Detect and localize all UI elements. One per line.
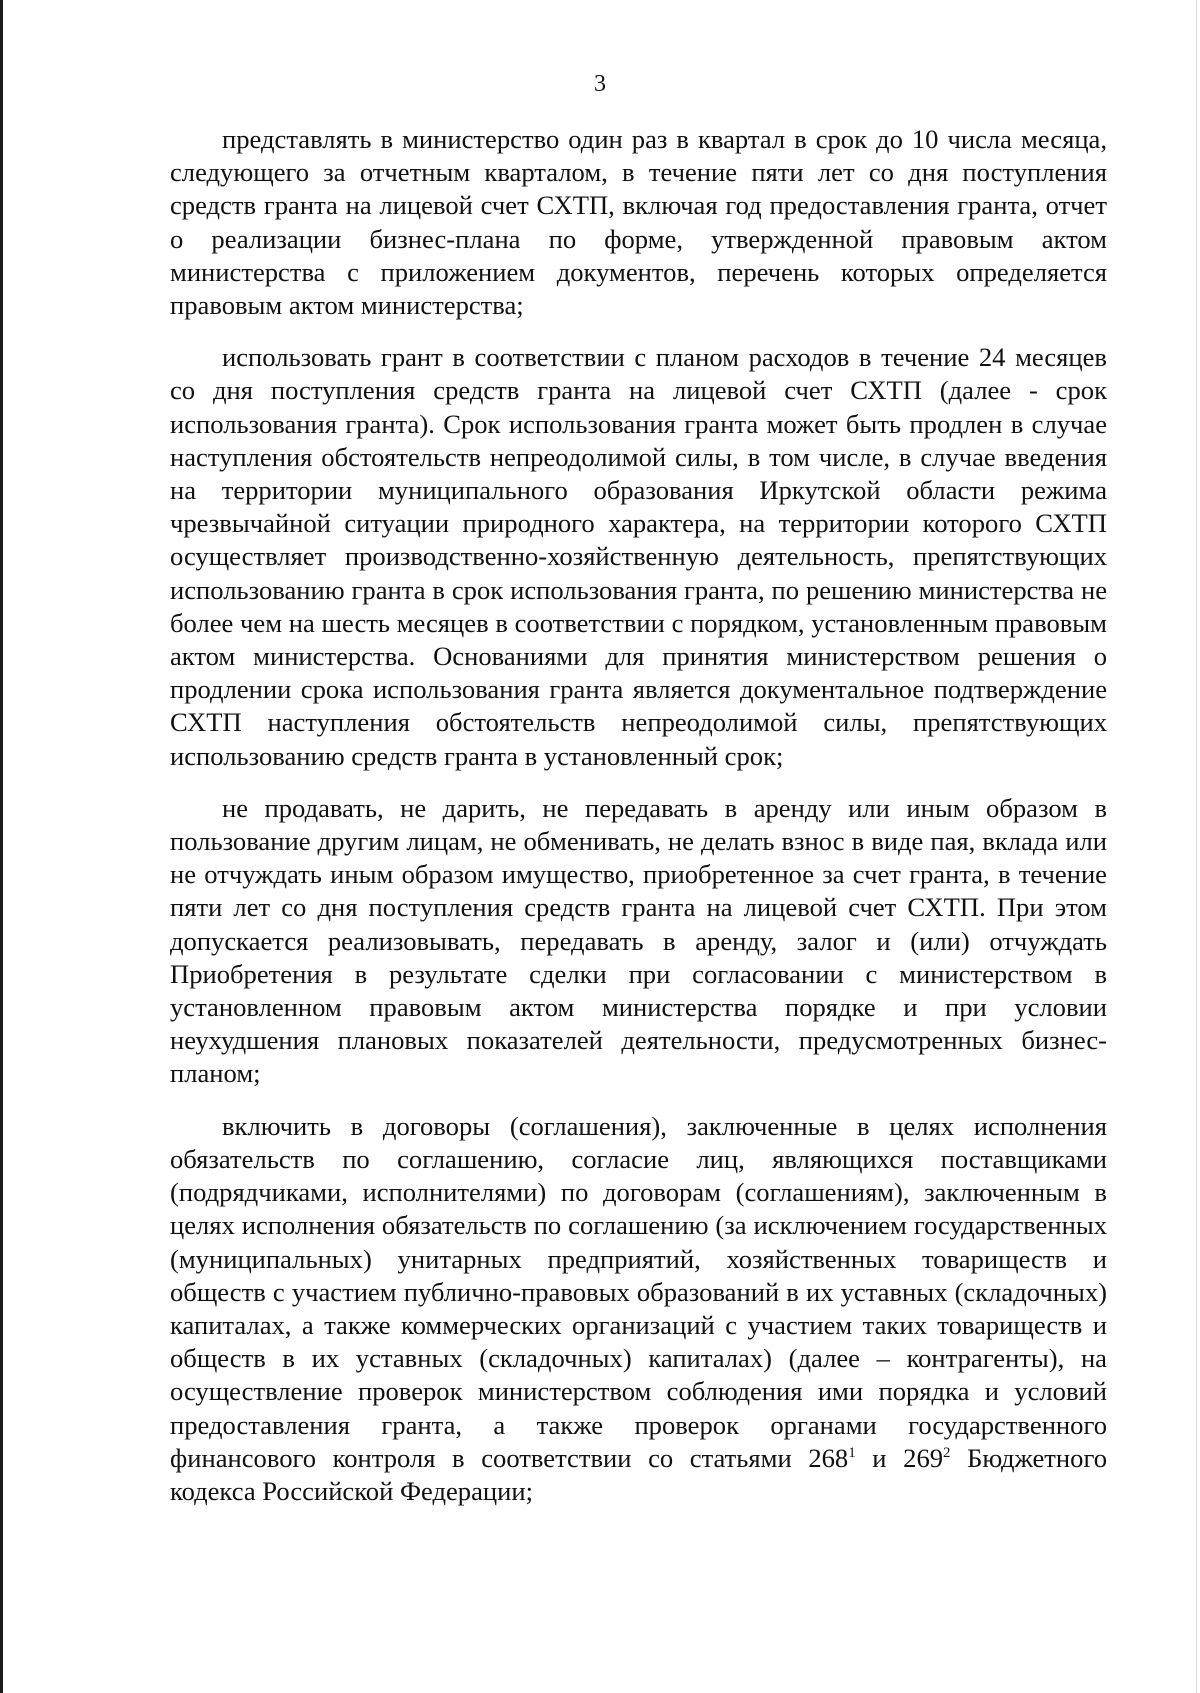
paragraph-text-after: Бюджетного кодекса Российской Федерации;	[170, 1442, 1107, 1506]
article-superscript-1: 1	[848, 1444, 856, 1461]
document-body	[170, 123, 1107, 1527]
article-superscript-2: 2	[943, 1444, 951, 1461]
article-reference-268: 268	[808, 1442, 849, 1473]
paragraph-report-obligation: представлять в министерство один раз в квартал в срок до 10 числа месяца, следующего за отчетным кварталом, в течение пяти лет со дня поступления средств гранта на лицевой счет СХТП, включая год предоставления гранта, отчет о реализации бизнес-плана по форме, утвержденной правовым актом министерства с приложением документов, перечень которых определяется правовым актом министерства;	[170, 124, 1107, 321]
paragraph-text-before: включить в договоры (соглашения), заключенные в целях исполнения обязательств по соглашению, согласие лиц, являющихся поставщиками (подрядчиками, исполнителями) по договорам (соглашениям), заключенным в целях исполнения обязательств по соглашению (за исключением государственных (муниципальных) унитарных предприятий, хозяйственных товариществ и обществ с участием публично-правовых образований в их уставных (складочных) капиталах, а также коммерческих организаций с участием таких товариществ и обществ в их уставных (складочных) капиталах) (далее – контрагенты), на осуществление проверок министерством соблюдения ими порядка и условий предоставления гранта, а также проверок органами государственного финансового контроля в соответствии со статьями	[170, 1110, 1107, 1473]
scan-right-edge	[1196, 0, 1197, 1693]
article-reference-269: 269	[903, 1442, 944, 1473]
conjunction: и	[855, 1442, 904, 1473]
page-number: 3	[594, 71, 606, 97]
scan-left-edge	[0, 0, 3, 1693]
paragraph-grant-usage-term: использовать грант в соответствии с планом расходов в течение 24 месяцев со дня поступления средств гранта на лицевой счет СХТП (далее - срок использования гранта). Срок использования гранта может быть продлен в случае наступления обстоятельств непреодолимой силы, в том числе, в случае введения на территории муниципального образования Иркутской области режима чрезвычайной ситуации природного характера, на территории которого СХТП осуществляет производственно-хозяйственную деятельность, препятствующих использованию гранта в срок использования гранта, по решению министерства не более чем на шесть месяцев в соответствии с порядком, установленным правовым актом министерства. Основаниями для принятия министерством решения о продлении срока использования гранта является документальное подтверждение СХТП наступления обстоятельств непреодолимой силы, препятствующих использованию средств гранта в установленный срок;	[170, 342, 1107, 771]
paragraph-contractor-consent	[170, 1110, 1107, 1508]
paragraph-property-restrictions: не продавать, не дарить, не передавать в аренду или иным образом в пользование другим лицам, не обменивать, не делать взнос в виде пая, вклада или не отчуждать иным образом имущество, приобретенное за счет гранта, в течение пяти лет со дня поступления средств гранта на лицевой счет СХТП. При этом допускается реализовывать, передавать в аренду, залог и (или) отчуждать Приобретения в результате сделки при согласовании с министерством в установленном правовым актом министерства порядке и при условии неухудшения плановых показателей деятельности, предусмотренных бизнес-планом;	[170, 792, 1107, 1089]
